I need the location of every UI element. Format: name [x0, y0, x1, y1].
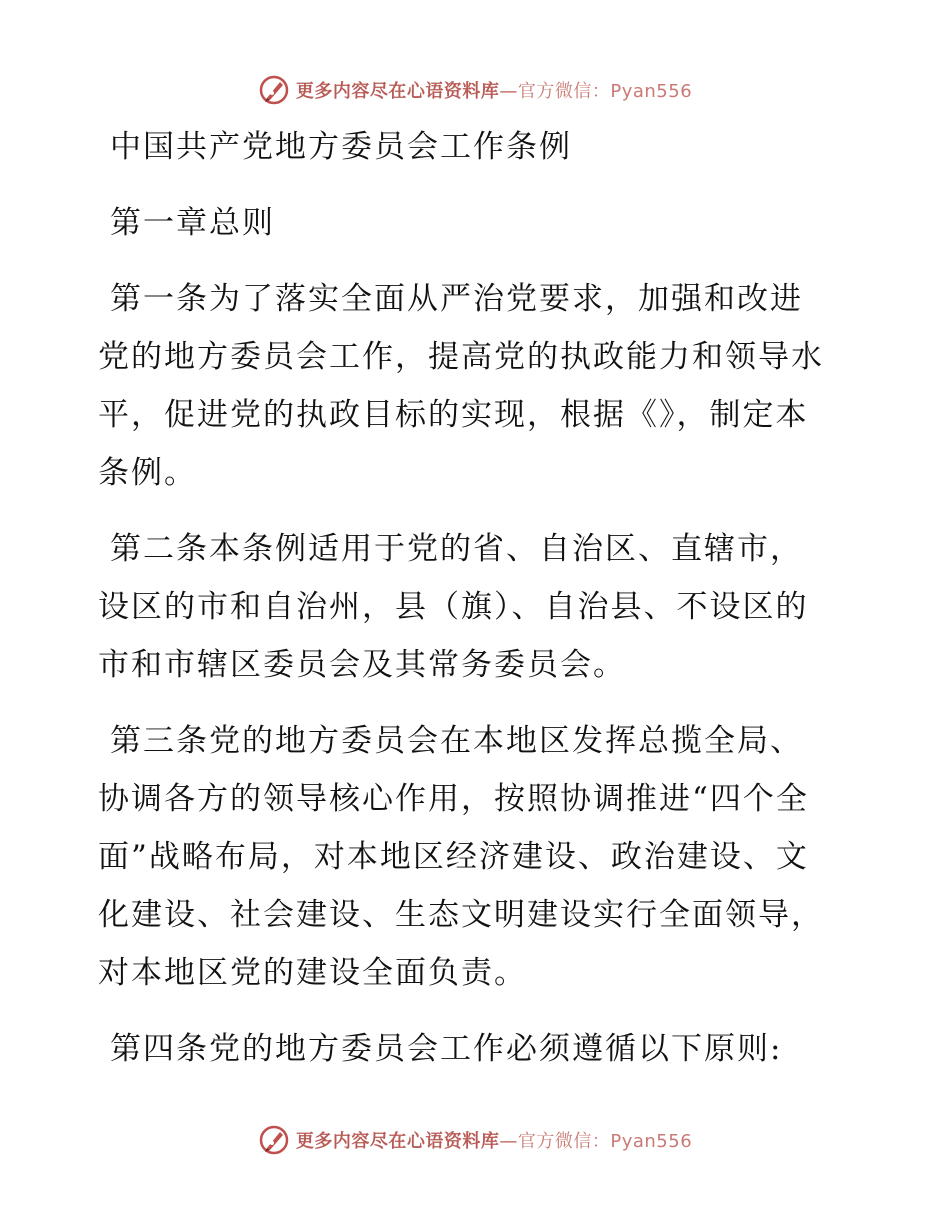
- article-1-line-2: 党的地方委员会工作，提高党的执政能力和领导水: [98, 339, 824, 375]
- header-watermark-text: [296, 77, 692, 103]
- article-2-line-3: 市和市辖区委员会及其常务委员会。: [98, 647, 626, 683]
- article-2-line-2: 设区的市和自治州，县（旗）、自治县、不设区的: [98, 589, 809, 625]
- article-1-line-3: 平，促进党的执政目标的实现，根据《》，制定本: [98, 397, 809, 433]
- header-watermark-banner: [0, 70, 950, 110]
- footer-dash: —: [499, 1131, 518, 1152]
- article-2: [98, 520, 858, 694]
- article-3-line-2: 协调各方的领导核心作用，按照协调推进“四个全: [98, 781, 809, 817]
- footer-watermark-banner: [0, 1120, 950, 1160]
- footer-site-text: 更多内容尽在心语资料库: [295, 1131, 500, 1152]
- pen-circle-icon: [258, 1124, 290, 1156]
- pen-circle-icon: [258, 74, 290, 106]
- article-1: [98, 270, 858, 502]
- article-3-line-1: 第三条党的地方委员会在本地区发挥总揽全局、: [110, 723, 803, 759]
- article-1-line-4: 条例。: [98, 455, 197, 491]
- document-body: [98, 118, 858, 1078]
- document-title: 中国共产党地方委员会工作条例: [110, 129, 572, 165]
- header-wechat-text: 官方微信：Pyan556: [517, 81, 693, 102]
- chapter-heading: 第一章总则: [110, 205, 275, 241]
- header-site-text: 更多内容尽在心语资料库: [295, 81, 500, 102]
- article-3-line-5: 对本地区党的建设全面负责。: [98, 955, 527, 991]
- article-3: [98, 712, 858, 1002]
- article-4: [98, 1020, 858, 1078]
- footer-watermark-text: [296, 1127, 692, 1153]
- article-1-line-1: 第一条为了落实全面从严治党要求，加强和改进: [110, 281, 803, 317]
- article-2-line-1: 第二条本条例适用于党的省、自治区、直辖市，: [110, 531, 803, 567]
- article-3-line-3: 面”战略布局，对本地区经济建设、政治建设、文: [98, 839, 809, 875]
- article-3-line-4: 化建设、社会建设、生态文明建设实行全面领导，: [98, 897, 824, 933]
- article-4-line-1: 第四条党的地方委员会工作必须遵循以下原则:: [110, 1031, 783, 1067]
- header-dash: —: [499, 81, 518, 102]
- footer-wechat-text: 官方微信：Pyan556: [517, 1131, 693, 1152]
